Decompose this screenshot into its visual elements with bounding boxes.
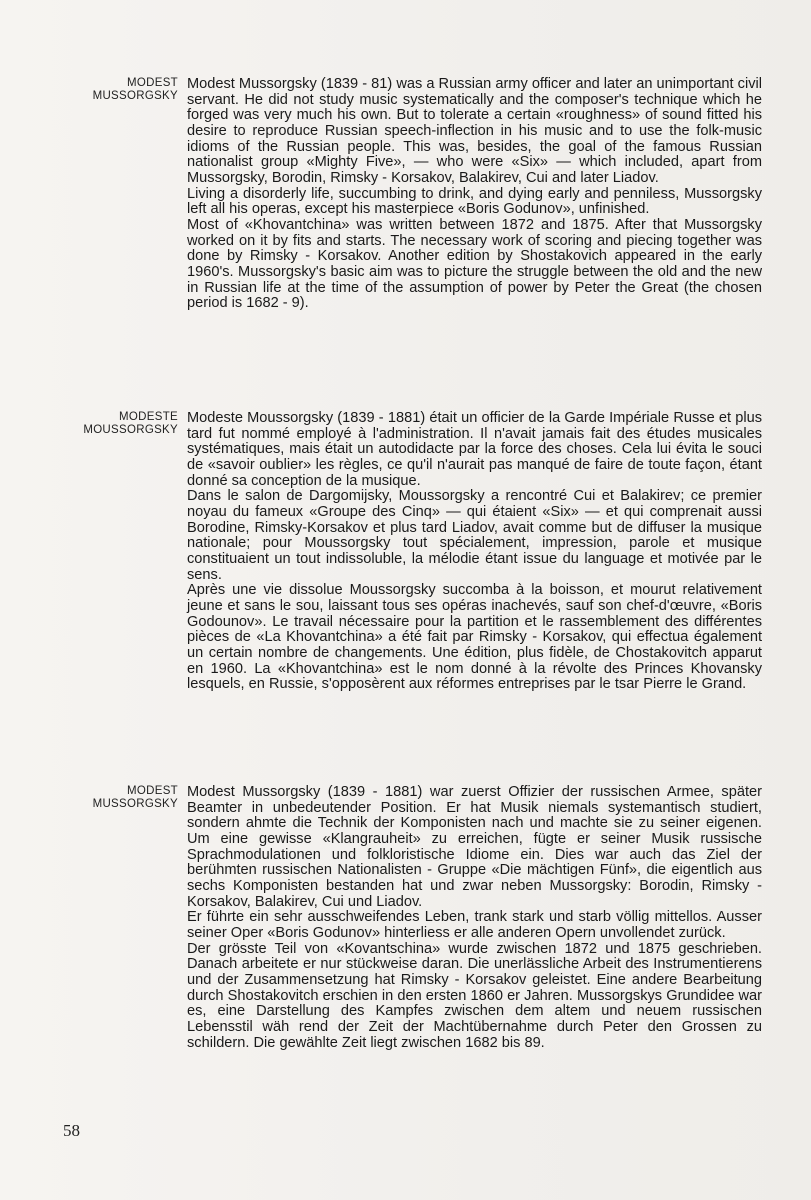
english-composer-label	[60, 77, 178, 103]
french-paragraph-2: Dans le salon de Dargomijsky, Moussorgsky a rencontré Cui et Balakirev; ce premier noyau du fameux «Groupe des Cinq» — qui étaient «Six» — et qui comprenait aussi Borodine, Rimsky-Korsakov et plus tard Liadov, avait comme but de diffuser la musique nationale; pour Moussorgsky tout spécialement, impression, parole et musique constituaient un tout indissoluble, la mélodie étant issue du language et motivée par le sens.	[187, 488, 762, 583]
english-label-first-name: MODEST	[127, 77, 178, 89]
french-label-first-name: MODESTE	[119, 411, 178, 423]
french-body-text	[187, 411, 762, 693]
english-body-text	[187, 77, 762, 312]
english-label-last-name: MUSSORGSKY	[92, 90, 178, 102]
french-paragraph-3: Après une vie dissolue Moussorgsky succomba à la boisson, et mourut relativement jeune et sans le sou, laissant tous ses opéras inachevés, sauf son chef-d'œuvre, «Boris Godounov». Le travail nécessaire pour la partition et le rassemblement des différentes pièces de «La Khovantchina» a été fait par Rimsky - Korsakov, qui effectua également un certain nombre de changements. Une édition, plus fidèle, de Chostakovitch apparut en 1960. La «Khovantchina» est le nom donné à la révolte des Princes Khovansky lesquels, en Russie, s'opposèrent aux réformes entreprises par le tsar Pierre le Grand.	[187, 582, 762, 693]
page-number: 58	[63, 1121, 80, 1140]
english-paragraph-3: Most of «Khovantchina» was written between 1872 and 1875. After that Mussorgsky worked on it by fits and starts. The necessary work of scoring and piecing together was done by Rimsky - Korsakov. Another edition by Shostakovich appeared in the early 1960's. Mussorgsky's basic aim was to picture the struggle between the old and the new in Russian life at the time of the assumption of power by Peter the Great (the chosen period is 1682 - 9).	[187, 216, 762, 312]
french-paragraph-1: Modeste Moussorgsky (1839 - 1881) était un officier de la Garde Impériale Russe et plus tard fut nommé employé à l'administration. Il n'avait jamais fait des études musicales systématiques, mais était un autodidacte par la force des choses. Cela lui évita le souci de «savoir oublier» les règles, ce qu'il n'aurait pas manqué de faire de toute façon, étant donné sa conception de la musique.	[187, 410, 762, 489]
french-label-last-name: MOUSSORGSKY	[83, 424, 178, 436]
german-composer-label	[60, 785, 178, 811]
german-paragraph-1: Modest Mussorgsky (1839 - 1881) war zuerst Offizier der russischen Armee, später Beamter in unbedeutender Position. Er hat Musik niemals systemantisch studiert, sondern ahmte die Technik der Komponisten nach und machte sie zu seiner eigenen. Um eine gewisse «Klangrauheit» zu erreichen, fügte er seiner Musik russische Sprachmodulationen und folkloristische Idiome ein. Dies war auch das Ziel der berühmten russischen Nationalisten - Gruppe «Die mächtigen Fünf», die eigentlich aus sechs Komponisten bestanden hat und zwar neben Mussorgsky: Borodin, Rimsky - Korsakov, Balakirev, Cui und Liadov.	[187, 784, 762, 910]
english-paragraph-2: Living a disorderly life, succumbing to drink, and dying early and penniless, Mussorgsky left all his operas, except his masterpiece «Boris Godunov», unfinished.	[187, 185, 762, 218]
french-composer-label	[60, 411, 178, 437]
german-label-first-name: MODEST	[127, 785, 178, 797]
german-paragraph-2: Er führte ein sehr ausschweifendes Leben, trank stark und starb völlig mittellos. Ausser seiner Oper «Boris Godunov» hinterliess er alle anderen Opern unvollendet zurück.	[187, 909, 762, 941]
english-paragraph-1: Modest Mussorgsky (1839 - 81) was a Russian army officer and later an unimportant civil servant. He did not study music systematically and the composer's technique which he forged was very much his own. But to tolerate a certain «roughness» of sound fitted his desire to reproduce Russian speech-inflection in his music and to use the folk-music idioms of the Russian people. This was, besides, the goal of the famous Russian nationalist group «Mighty Five», — who were «Six» — which included, apart from Mussorgsky, Borodin, Rimsky - Korsakov, Balakirev, Cui and later Liadov.	[187, 76, 762, 186]
german-body-text	[187, 785, 762, 1051]
german-paragraph-3: Der grösste Teil von «Kovantschina» wurde zwischen 1872 und 1875 geschrieben. Danach arbeitete er nur stückweise daran. Die unerlässliche Arbeit des Instrumentierens und der Zusammensetzung hat Rimsky - Korsakov geleistet. Eine andere Bearbeitung durch Shostakovitch erschien in den ersten 1860 er Jahren. Mussorgskys Grundidee war es, eine Darstellung des Kampfes zwischen dem altem und neuem russischen Lebensstil wäh rend der Zeit der Machtübernahme durch Peter den Grossen zu schildern. Die gewählte Zeit liegt zwischen 1682 bis 89.	[187, 940, 762, 1051]
german-label-last-name: MUSSORGSKY	[92, 798, 178, 810]
